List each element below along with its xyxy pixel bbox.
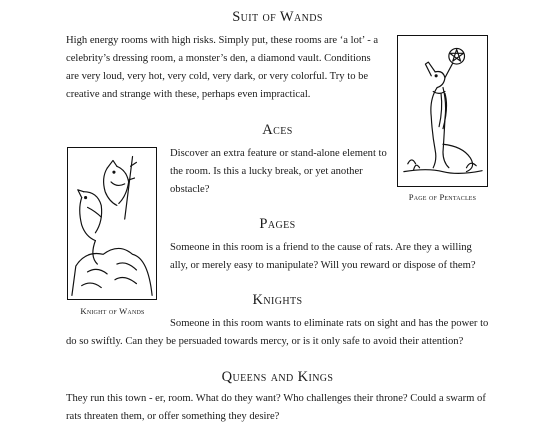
section-title-suit-of-wands: Suit of Wands — [232, 9, 323, 25]
section-body-aces: Discover an extra feature or stand-alone element to the room. Is this a lucky break, or yet another obstacle? — [170, 148, 387, 195]
section-title-pages: Pages — [259, 216, 296, 232]
section-body-suit-of-wands: High energy rooms with high risks. Simply put, these rooms are ‘a lot’ - a celebrity’s dressing room, a monster’s den, a diamond vault. Conditions are very loud, very hot, very cold, very dark, or very colorful. Try to be creative and strange with these, perhaps even impractical. — [66, 35, 379, 100]
section-title-knights: Knights — [252, 292, 303, 308]
page-of-pentacles-card — [397, 35, 488, 187]
section-body-pages: Someone in this room is a friend to the cause of rats. Are they a willing ally, or merely easy to manipulate? Will you reward or dispose of them? — [170, 242, 476, 271]
section-title-queens-and-kings: Queens and Kings — [221, 369, 334, 385]
section-body-queens-and-kings: They run this town - er, room. What do they want? Who challenges their throne? Could a swarm of rats threaten them, or offer something they desire? — [66, 393, 486, 422]
knight-of-wands-caption: Knight of Wands — [80, 306, 145, 316]
rat-holding-pentacle-illustration — [398, 36, 487, 186]
section-body-knights: Someone in this room wants to eliminate rats on sight and has the power to do so swiftly. Can they be persuaded towards mercy, or is it only safe to avoid their attention? — [66, 318, 489, 347]
page-of-pentacles-caption: Page of Pentacles — [408, 192, 477, 202]
section-title-aces: Aces — [262, 122, 293, 138]
